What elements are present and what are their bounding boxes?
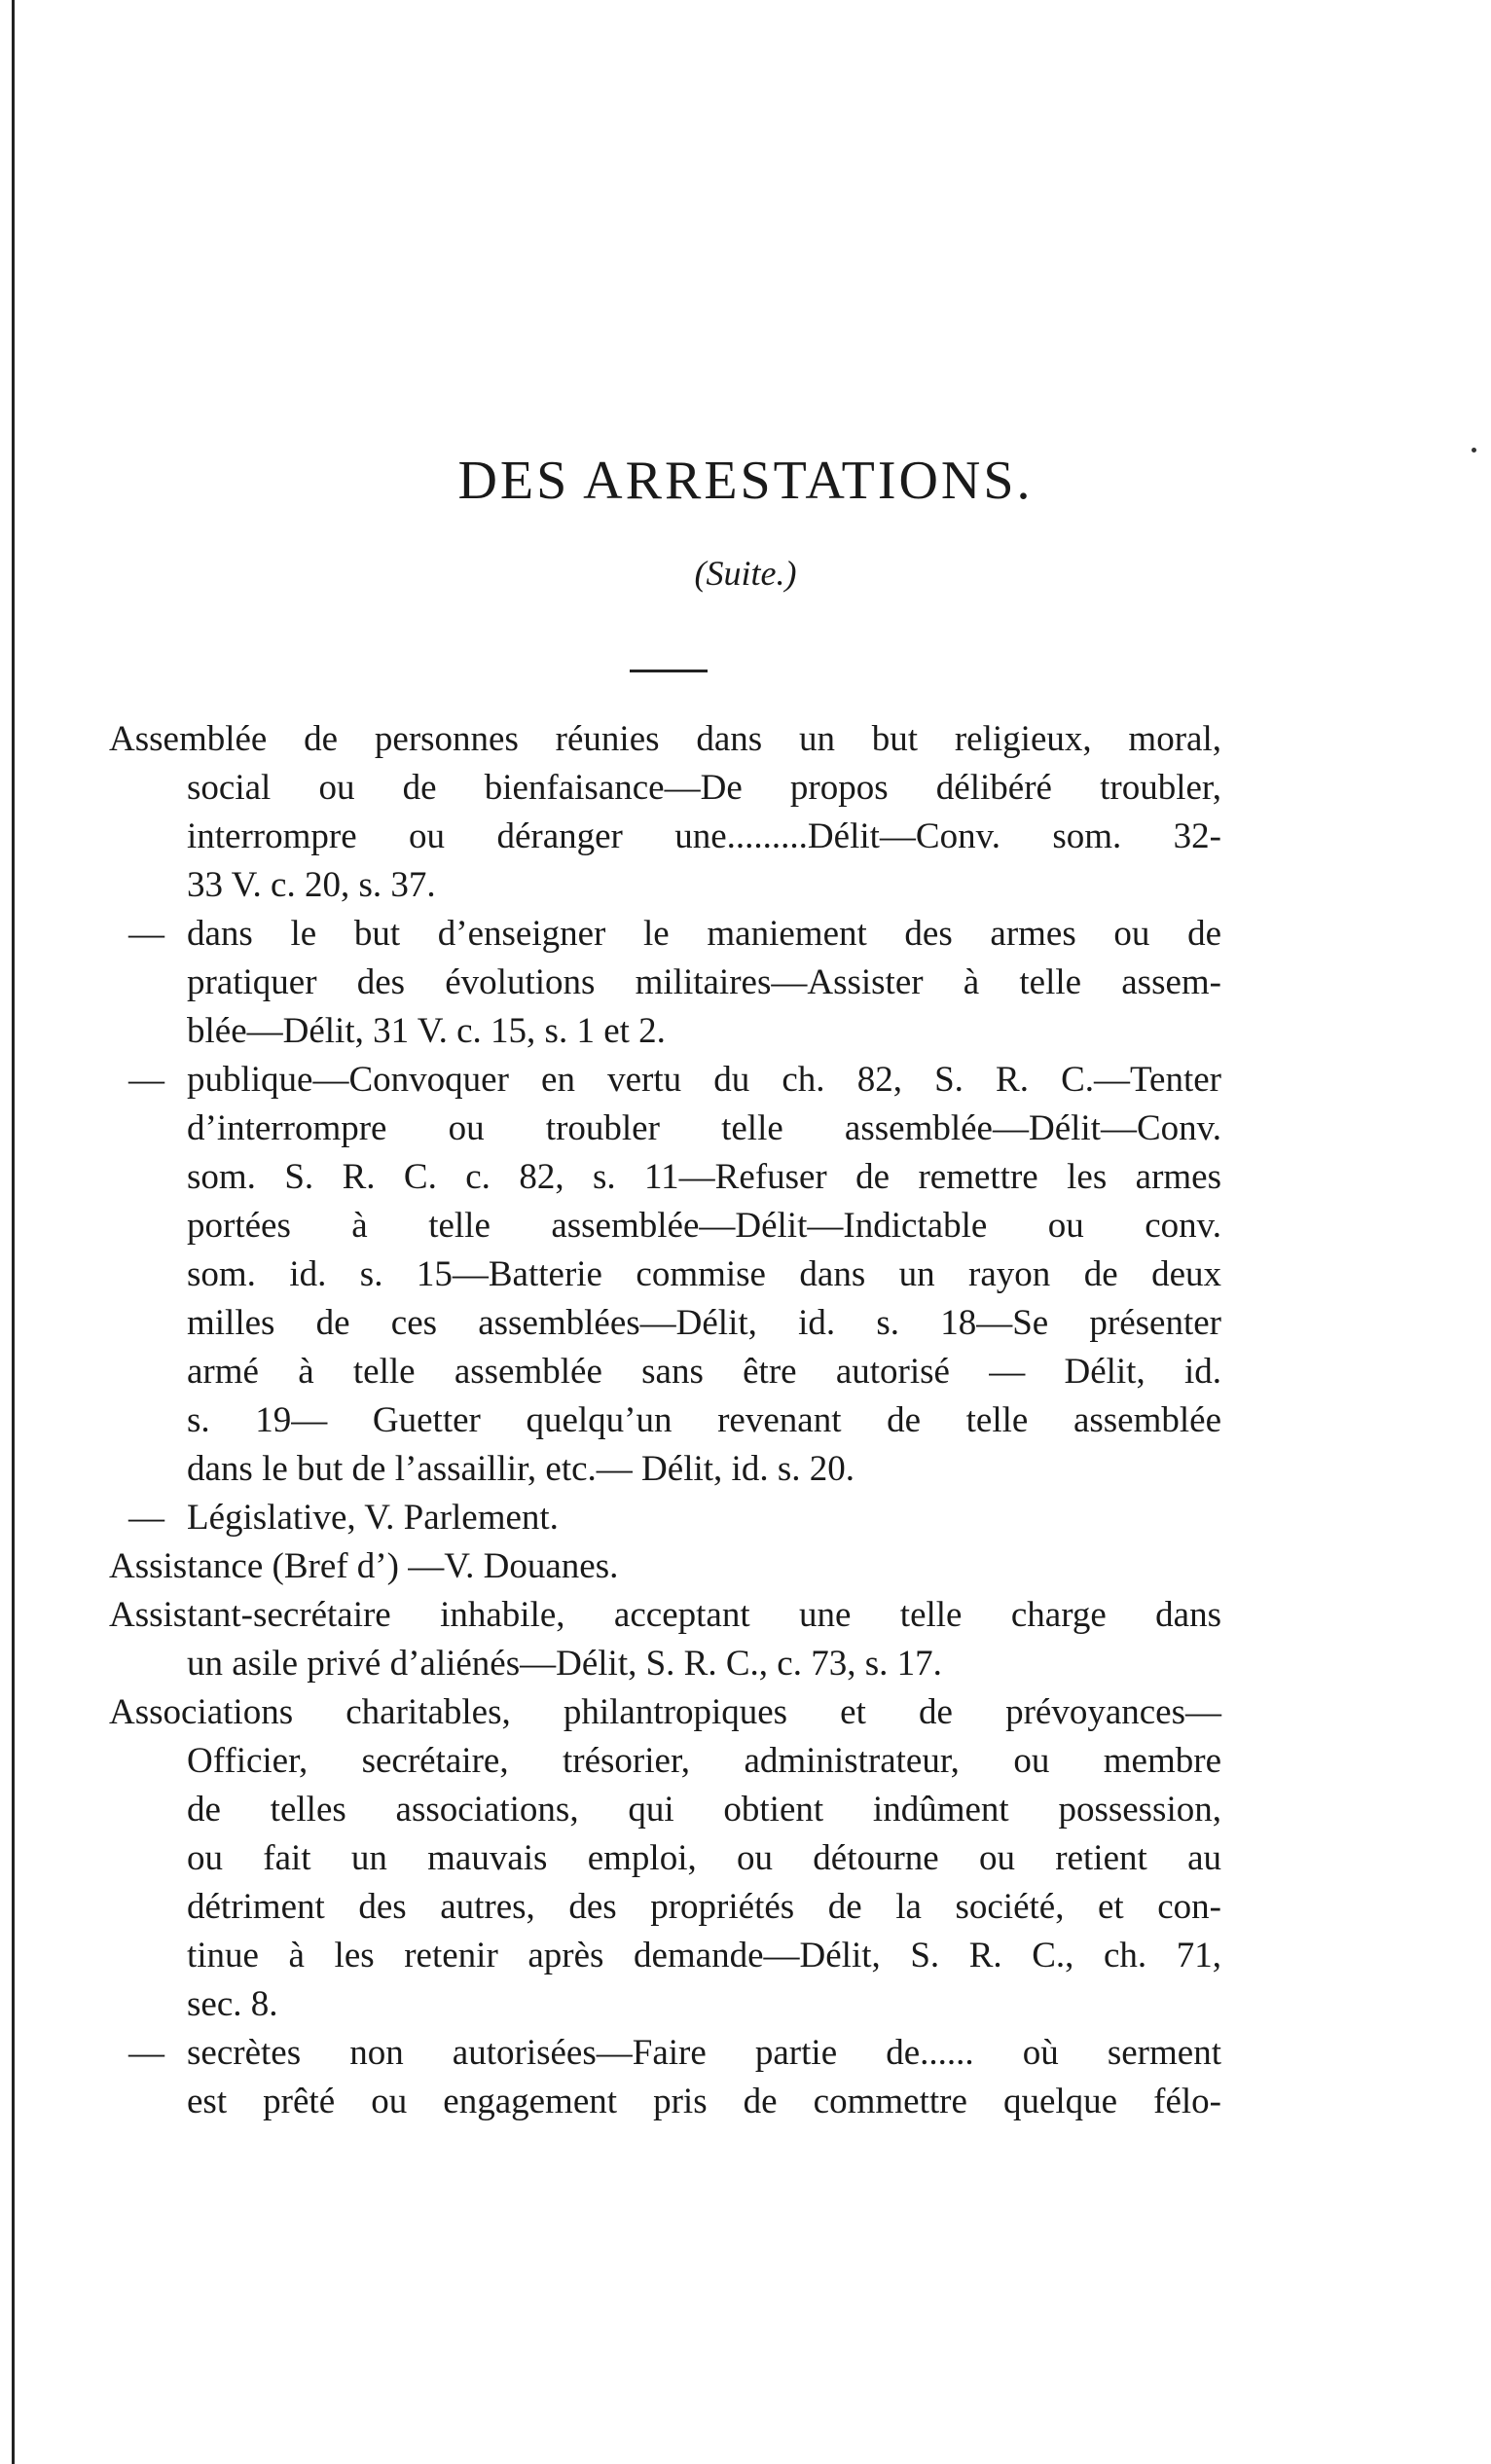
- subentry-secretes: [109, 2029, 1221, 2126]
- page-subtitle: [0, 553, 1491, 594]
- page-title: DES ARRESTATIONS.: [457, 451, 1034, 511]
- entry-line-dashed: [109, 1494, 1221, 1542]
- entry-line: Assistance (Bref d’) —V. Douanes.: [109, 1546, 619, 1586]
- entry-line: milles de ces assemblées—Délit, id. s. 18—Se présenter: [187, 1303, 1221, 1343]
- entry-line-text: secrètes non autorisées—Faire partie de...... où serment: [187, 2033, 1221, 2073]
- entry-line: blée—Délit, 31 V. c. 15, s. 1 et 2.: [187, 1011, 666, 1051]
- dash-mark: —: [128, 2033, 164, 2073]
- dash-mark: —: [128, 1060, 164, 1100]
- entry-line: Officier, secrétaire, trésorier, administrateur, ou membre: [187, 1741, 1221, 1781]
- entry-line: interrompre ou déranger une.........Délit—Conv. som. 32-: [187, 816, 1221, 856]
- entry-line-dashed: [109, 2029, 1221, 2078]
- entry-line: de telles associations, qui obtient indûment possession,: [187, 1790, 1221, 1830]
- entry-line: sec. 8.: [187, 1984, 278, 2024]
- entry-line-text: Législative, V. Parlement.: [187, 1498, 559, 1538]
- entry-line: social ou de bienfaisance—De propos délibéré troubler,: [187, 768, 1221, 808]
- entry-line: Assistant-secrétaire inhabile, acceptant une telle charge dans: [109, 1595, 1221, 1635]
- entry-line: som. id. s. 15—Batterie commise dans un rayon de deux: [187, 1254, 1221, 1294]
- entry-line-text: dans le but d’enseigner le maniement des armes ou de: [187, 914, 1221, 954]
- entry-line: détriment des autres, des propriétés de la société, et con-: [187, 1887, 1221, 1927]
- entry-associations: [109, 1688, 1221, 2029]
- entry-line: Associations charitables, philantropiques et de prévoyances—: [109, 1692, 1221, 1732]
- subentry-legislative: [109, 1494, 1221, 1542]
- dash-mark: —: [128, 914, 164, 954]
- entry-line: 33 V. c. 20, s. 37.: [187, 865, 436, 905]
- entry-line: portées à telle assemblée—Délit—Indictable ou conv.: [187, 1206, 1221, 1246]
- entry-line: Assemblée de personnes réunies dans un but religieux, moral,: [109, 719, 1221, 759]
- subtitle-text: (Suite.): [694, 554, 797, 593]
- subentry-enseigner-armes: [109, 910, 1221, 1056]
- entry-assemblee: [109, 715, 1221, 910]
- entry-line: armé à telle assemblée sans être autorisé — Délit, id.: [187, 1352, 1221, 1392]
- entry-line: dans le but de l’assaillir, etc.— Délit, id. s. 20.: [187, 1449, 855, 1489]
- dash-mark: —: [128, 1498, 164, 1538]
- entry-assistance: [109, 1542, 1221, 1591]
- entry-line-dashed: [109, 1056, 1221, 1105]
- entry-line: un asile privé d’aliénés—Délit, S. R. C., c. 73, s. 17.: [187, 1644, 942, 1684]
- entry-assistant-secretaire: [109, 1591, 1221, 1688]
- entry-line: est prêté ou engagement pris de commettre quelque félo-: [187, 2082, 1221, 2121]
- entry-line: s. 19— Guetter quelqu’un revenant de telle assemblée: [187, 1400, 1221, 1440]
- entry-line: som. S. R. C. c. 82, s. 11—Refuser de remettre les armes: [187, 1157, 1221, 1197]
- entry-line: ou fait un mauvais emploi, ou détourne ou retient au: [187, 1838, 1221, 1878]
- entry-line: d’interrompre ou troubler telle assemblée—Délit—Conv.: [187, 1108, 1221, 1148]
- index-body: [109, 715, 1221, 2126]
- page-edge-rule: [12, 0, 15, 2464]
- entry-line: tinue à les retenir après demande—Délit, S. R. C., ch. 71,: [187, 1936, 1221, 1975]
- title-separator: [630, 670, 708, 672]
- entry-line-text: publique—Convoquer en vertu du ch. 82, S. R. C.—Tenter: [187, 1060, 1221, 1100]
- entry-line-dashed: [109, 910, 1221, 959]
- subentry-publique: [109, 1056, 1221, 1494]
- entry-line: pratiquer des évolutions militaires—Assister à telle assem-: [187, 962, 1221, 1002]
